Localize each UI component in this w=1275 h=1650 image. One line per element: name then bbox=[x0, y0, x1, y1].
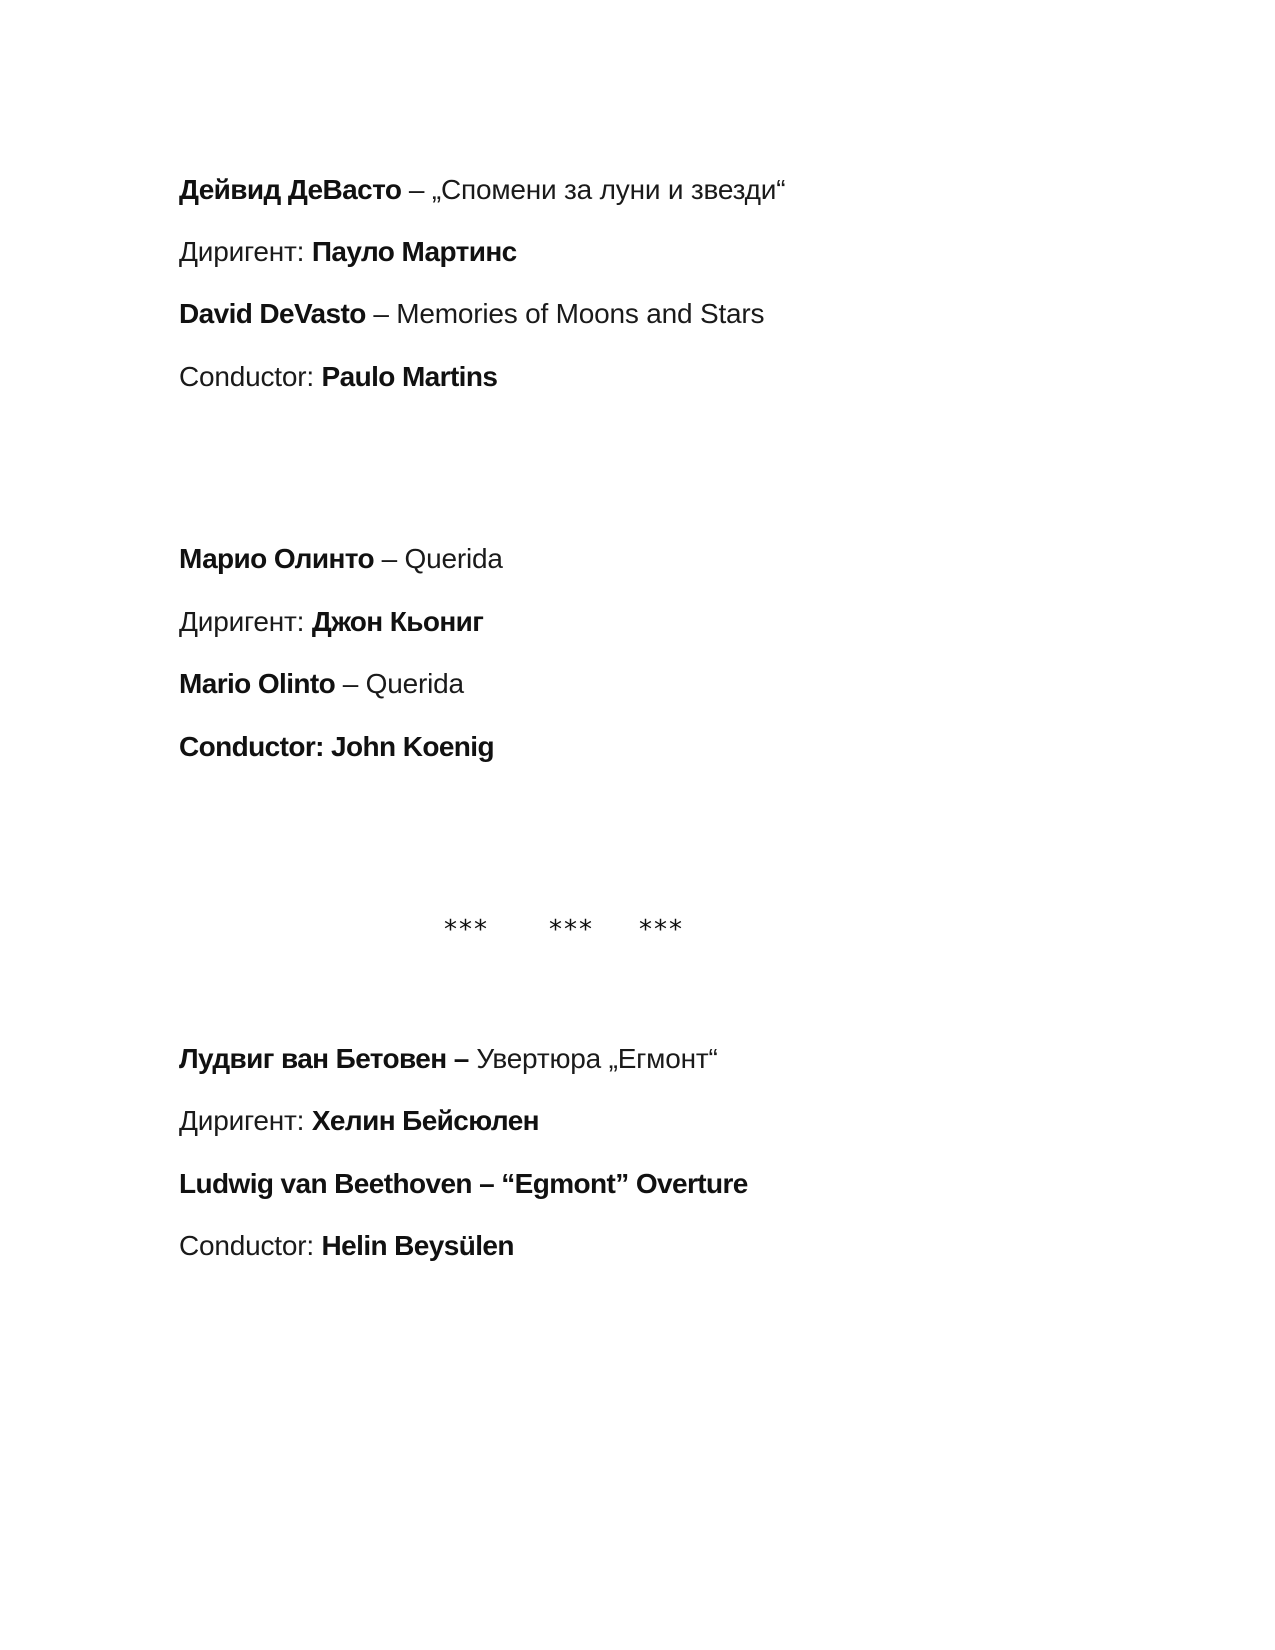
program-item-1-conductor-bg bbox=[179, 232, 517, 272]
composer-name: Дейвид ДеВасто bbox=[179, 174, 402, 205]
program-item-1-title-en bbox=[179, 294, 764, 334]
conductor-label: Conductor: bbox=[179, 361, 322, 392]
separator-stars: *** bbox=[549, 915, 594, 945]
conductor-label: Диригент: bbox=[179, 236, 312, 267]
conductor-name: Пауло Мартинс bbox=[311, 236, 517, 267]
program-item-3-title-bg bbox=[179, 1039, 718, 1079]
program-item-1-conductor-en bbox=[179, 357, 497, 397]
work-line: Ludwig van Beethoven – “Egmont” Overture bbox=[179, 1168, 748, 1199]
program-item-3-conductor-bg bbox=[179, 1101, 539, 1141]
work-title: – „Спомени за луни и звезди“ bbox=[401, 174, 786, 205]
composer-name: Mario Olinto bbox=[179, 668, 336, 699]
conductor-label: Диригент: bbox=[179, 606, 312, 637]
conductor-line: Conductor: John Koenig bbox=[179, 731, 494, 762]
composer-name: Марио Олинто bbox=[179, 543, 375, 574]
conductor-name: Хелин Бейсюлен bbox=[311, 1105, 539, 1136]
program-item-2-title-en bbox=[179, 664, 464, 704]
composer-name: David DeVasto bbox=[179, 298, 366, 329]
work-title: – Querida bbox=[374, 543, 503, 574]
conductor-name: Helin Beysülen bbox=[321, 1230, 514, 1261]
separator-stars: *** bbox=[639, 915, 684, 945]
program-item-2-title-bg bbox=[179, 539, 503, 579]
program-item-1-title-bg bbox=[179, 170, 785, 210]
work-title: – Memories of Moons and Stars bbox=[365, 298, 765, 329]
program-item-3-conductor-en bbox=[179, 1226, 514, 1266]
work-title: – Querida bbox=[335, 668, 464, 699]
work-title: Увертюра „Егмонт“ bbox=[468, 1043, 718, 1074]
separator-stars: *** bbox=[444, 915, 489, 945]
conductor-label: Conductor: bbox=[179, 1230, 322, 1261]
conductor-label: Диригент: bbox=[179, 1105, 312, 1136]
composer-name: Лудвиг ван Бетовен – bbox=[179, 1043, 469, 1074]
conductor-name: Джон Кьониг bbox=[311, 606, 484, 637]
section-separator bbox=[0, 910, 1275, 950]
conductor-name: Paulo Martins bbox=[321, 361, 498, 392]
program-item-2-conductor-bg bbox=[179, 602, 483, 642]
program-item-3-title-en bbox=[179, 1164, 748, 1204]
program-item-2-conductor-en bbox=[179, 727, 494, 767]
